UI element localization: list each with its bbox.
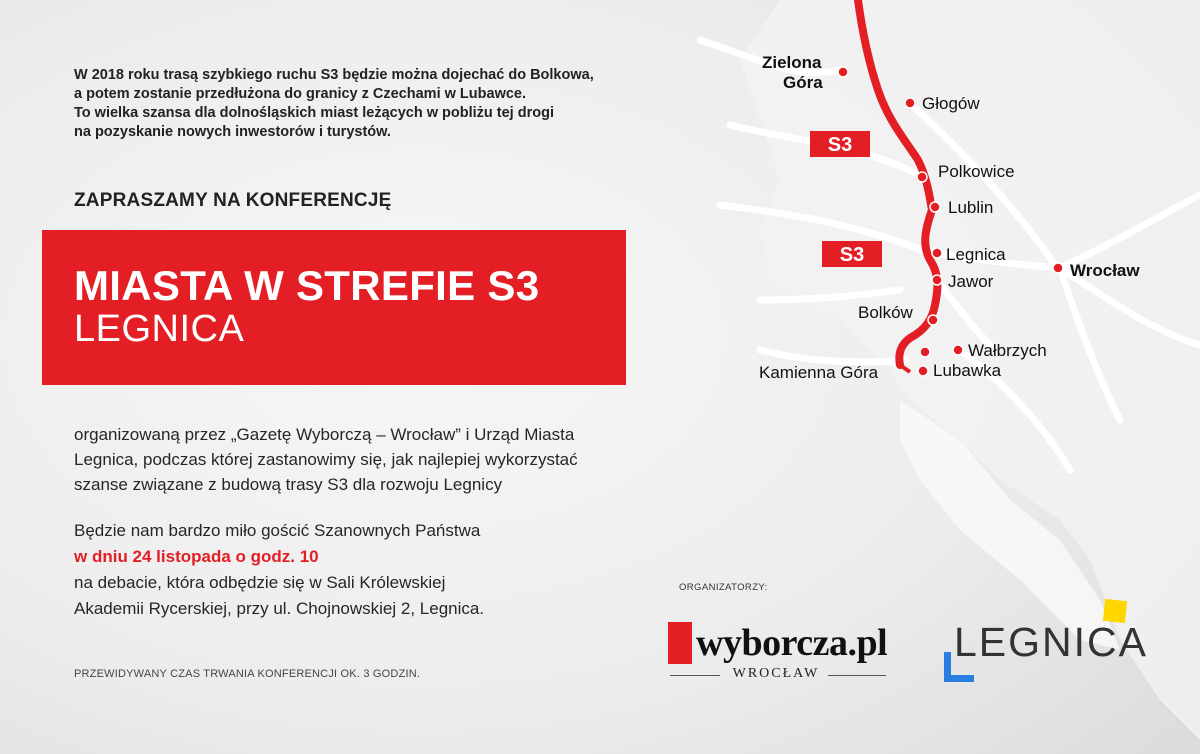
- city-label-walbrzych: Wałbrzych: [968, 341, 1047, 360]
- svg-text:S3: S3: [839, 244, 865, 266]
- intro-line: a potem zostanie przedłużona do granicy z Czechami w Lubawce.: [74, 86, 527, 102]
- city-dot-lubawka: [918, 366, 928, 376]
- banner-title: MIASTA W STREFIE S3: [74, 262, 540, 309]
- road-west-4: [760, 290, 900, 300]
- invitation-line: na debacie, która odbędzie się w Sali Królewskiej: [74, 573, 446, 592]
- city-dot-kamienna-gora: [920, 347, 930, 357]
- description-paragraph: [74, 422, 674, 497]
- city-label-lublin: Lublin: [948, 198, 994, 217]
- city-label-kamienna-gora: Kamienna Góra: [759, 363, 879, 382]
- invitation-line: Będzie nam bardzo miło gościć Szanownych Państwa: [74, 521, 481, 540]
- duration-note: PRZEWIDYWANY CZAS TRWANIA KONFERENCJI OK. 3 GODZIN.: [74, 668, 421, 680]
- city-dot-walbrzych: [953, 345, 963, 355]
- intro-line: W 2018 roku trasą szybkiego ruchu S3 będzie można dojechać do Bolkowa,: [74, 67, 594, 83]
- city-label-wroclaw: Wrocław: [1070, 261, 1140, 280]
- legnica-logo-blue-corner: [944, 675, 974, 682]
- road-kamienna-border: [760, 350, 905, 362]
- wyborcza-logo-city: WROCŁAW: [732, 666, 820, 681]
- intro-paragraph: [74, 66, 694, 142]
- city-dot-glogow: [905, 98, 915, 108]
- invitation-line: Akademii Rycerskiej, przy ul. Chojnowskiej 2, Legnica.: [74, 599, 485, 618]
- city-label-zielona-gora-2: Góra: [783, 73, 823, 92]
- intro-line: To wielka szansa dla dolnośląskich miast leżących w pobliżu tej drogi: [74, 105, 554, 121]
- description-line: organizowaną przez „Gazetę Wyborczą – Wrocław” i Urząd Miasta: [74, 425, 575, 444]
- wyborcza-logo-rule-left: [670, 675, 720, 676]
- svg-text:S3: S3: [827, 134, 853, 156]
- s3-badge-lower: [822, 241, 882, 267]
- city-dot-legnica: [932, 248, 942, 258]
- city-dot-polkowice: [917, 172, 927, 182]
- city-dot-bolkow: [928, 315, 938, 325]
- invite-heading: ZAPRASZAMY NA KONFERENCJĘ: [74, 190, 392, 211]
- wyborcza-logo-name: wyborcza.pl: [696, 622, 888, 664]
- s3-badge-upper: [810, 131, 870, 157]
- legnica-logo: [944, 600, 1148, 690]
- city-label-jawor: Jawor: [948, 272, 994, 291]
- city-dot-wroclaw: [1053, 263, 1063, 273]
- city-dot-zielona-gora: [838, 67, 848, 77]
- wyborcza-logo-rule-right: [828, 675, 886, 676]
- city-label-legnica: Legnica: [946, 245, 1006, 264]
- conference-banner: [42, 230, 626, 385]
- intro-line: na pozyskanie nowych inwestorów i turystów.: [74, 124, 391, 140]
- legnica-logo-name: LEGNICA: [954, 619, 1148, 665]
- city-dot-lublin: [930, 202, 940, 212]
- description-line: Legnica, podczas której zastanowimy się, jak najlepiej wykorzystać: [74, 450, 578, 469]
- event-date: w dniu 24 listopada o godz. 10: [74, 547, 319, 566]
- wyborcza-logo: [668, 620, 890, 686]
- invitation-paragraph: [74, 518, 674, 622]
- banner-subtitle: LEGNICA: [74, 308, 245, 350]
- road-wroclaw-north: [1060, 195, 1200, 268]
- city-dot-jawor: [932, 275, 942, 285]
- description-line: szanse związane z budową trasy S3 dla rozwoju Legnicy: [74, 475, 503, 494]
- wyborcza-logo-square: [668, 622, 692, 664]
- city-label-lubawka: Lubawka: [933, 361, 1002, 380]
- city-label-glogow: Głogów: [922, 94, 980, 113]
- road-glogow-wroclaw: [910, 103, 1055, 265]
- organizers-label: ORGANIZATORZY:: [679, 582, 768, 593]
- city-label-bolkow: Bolków: [858, 303, 913, 322]
- city-label-zielona-gora-1: Zielona: [762, 53, 822, 72]
- city-label-polkowice: Polkowice: [938, 162, 1015, 181]
